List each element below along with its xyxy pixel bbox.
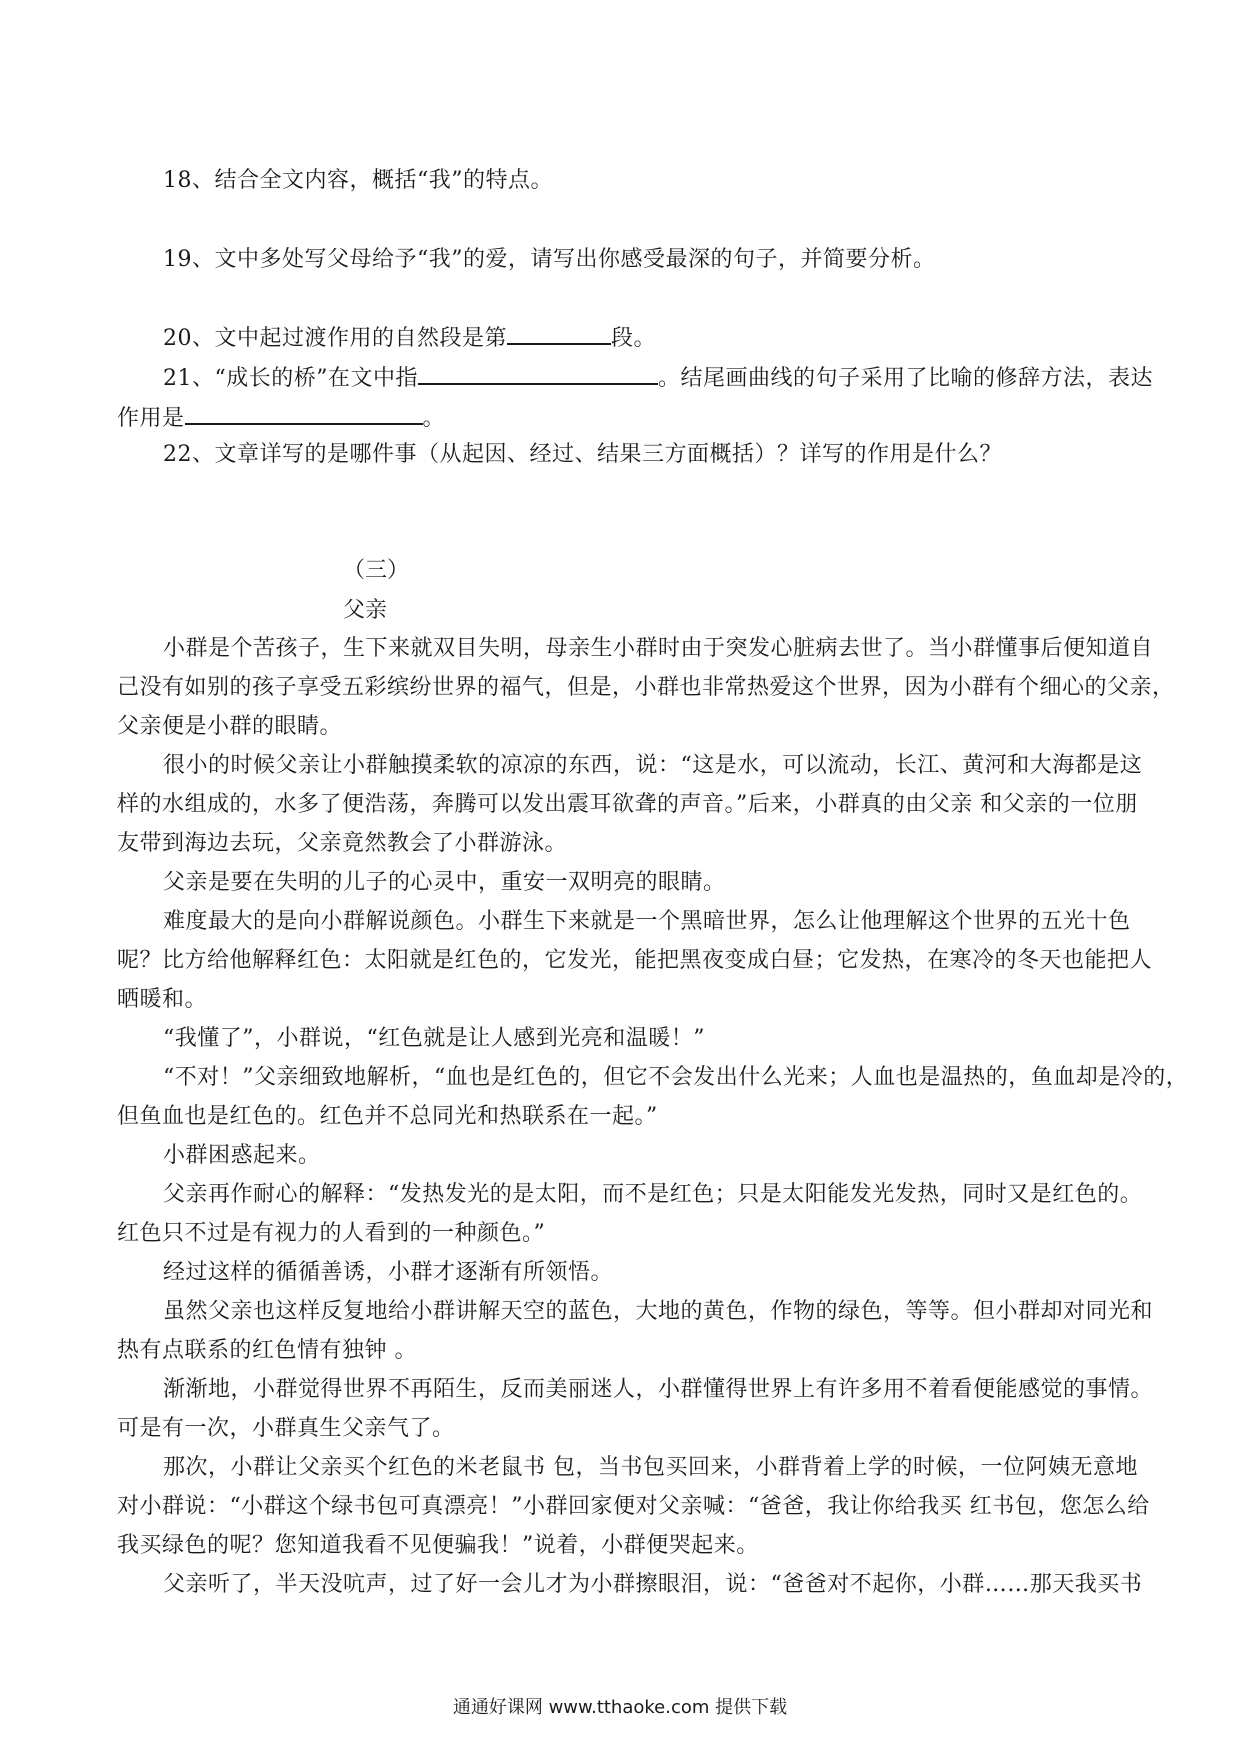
- passage-line: 但鱼血也是红色的。红色并不总同光和热联系在一起。”: [117, 1104, 658, 1129]
- passage-line: 小群困惑起来。: [163, 1143, 321, 1168]
- passage-line: 晒暖和。: [117, 987, 208, 1012]
- question-20-text: 20、文中起过渡作用的自然段是第: [163, 326, 507, 351]
- passage-line: 难度最大的是向小群解说颜色。小群生下来就是一个黑暗世界，怎么让他理解这个世界的五光十色: [163, 909, 1131, 934]
- passage-line: 小群是个苦孩子，生下来就双目失明，母亲生小群时由于突发心脏病去世了。当小群懂事后便知道自: [163, 636, 1154, 661]
- answer-blank-20[interactable]: [507, 321, 611, 345]
- passage-line: 很小的时候父亲让小群触摸柔软的凉凉的东西，说：“这是水，可以流动，长江、黄河和大海都是这: [163, 753, 1143, 778]
- question-22: 22、文章详写的是哪件事（从起因、经过、结果三方面概括）？详写的作用是什么？: [163, 442, 1002, 467]
- passage-line: “我懂了”，小群说，“红色就是让人感到光亮和温暖！”: [163, 1026, 705, 1051]
- passage-line: 己没有如别的孩子享受五彩缤纷世界的福气，但是，小群也非常热爱这个世界，因为小群有个细心的父亲，: [117, 675, 1175, 700]
- passage-line: 父亲便是小群的眼睛。: [117, 714, 343, 739]
- passage-line: 父亲再作耐心的解释：“发热发光的是太阳，而不是红色；只是太阳能发光发热，同时又是红色的。: [163, 1182, 1143, 1207]
- passage-line: 那次，小群让父亲买个红色的米老鼠书 包，当书包买回来，小群背着上学的时候，一位阿姨无意地: [163, 1455, 1138, 1480]
- question-21: [163, 361, 1153, 394]
- passage-line: 友带到海边去玩，父亲竟然教会了小群游泳。: [117, 831, 568, 856]
- question-20: [163, 321, 656, 354]
- passage-line: 经过这样的循循善诱，小群才逐渐有所领悟。: [163, 1260, 614, 1285]
- passage-line: 热有点联系的红色情有独钟 。: [117, 1338, 417, 1363]
- question-18: 18、结合全文内容，概括“我”的特点。: [163, 168, 553, 193]
- answer-blank-21a[interactable]: [418, 361, 658, 385]
- passage-line: 红色只不过是有视力的人看到的一种颜色。”: [117, 1221, 546, 1246]
- section-title: 父亲: [343, 598, 388, 623]
- section-number: （三）: [343, 558, 410, 583]
- passage-line: 可是有一次，小群真生父亲气了。: [117, 1416, 455, 1441]
- question-21-line2-text: 作用是: [117, 406, 185, 431]
- passage-line: 呢？比方给他解释红色：太阳就是红色的，它发光，能把黑夜变成白昼；它发热，在寒冷的冬天也能把人: [117, 948, 1153, 973]
- question-21-line2: [117, 401, 445, 434]
- question-21-line2-suffix: 。: [422, 406, 446, 431]
- passage-line: 虽然父亲也这样反复地给小群讲解天空的蓝色，大地的黄色，作物的绿色，等等。但小群却对同光和: [163, 1299, 1154, 1324]
- question-21-suffix: 。结尾画曲线的句子采用了比喻的修辞方法，表达: [658, 366, 1154, 391]
- passage-line: 父亲听了，半天没吭声，过了好一会儿才为小群擦眼泪，说：“爸爸对不起你，小群……那天我买书: [163, 1572, 1143, 1597]
- question-19: 19、文中多处写父母给予“我”的爱，请写出你感受最深的句子，并简要分析。: [163, 247, 936, 272]
- passage-line: 父亲是要在失明的儿子的心灵中，重安一双明亮的眼睛。: [163, 870, 726, 895]
- passage-line: 样的水组成的，水多了便浩荡，奔腾可以发出震耳欲聋的声音。”后来，小群真的由父亲 和父亲的一位朋: [117, 792, 1138, 817]
- footer-credit: 通通好课网 www.tthaoke.com 提供下载: [452, 1697, 788, 1718]
- passage-line: 我买绿色的呢？您知道我看不见便骗我！”说着，小群便哭起来。: [117, 1533, 759, 1558]
- passage-line: “不对！”父亲细致地解析，“血也是红色的，但它不会发出什么光来；人血也是温热的，鱼血却是冷的，: [163, 1065, 1189, 1090]
- passage-line: 渐渐地，小群觉得世界不再陌生，反而美丽迷人，小群懂得世界上有许多用不着看便能感觉的事情。: [163, 1377, 1154, 1402]
- question-21-text: 21、“成长的桥”在文中指: [163, 366, 418, 391]
- answer-blank-21b[interactable]: [185, 401, 423, 425]
- passage-line: 对小群说：“小群这个绿书包可真漂亮！”小群回家便对父亲喊：“爸爸，我让你给我买 红书包，您怎么给: [117, 1494, 1150, 1519]
- question-20-suffix: 段。: [611, 326, 657, 351]
